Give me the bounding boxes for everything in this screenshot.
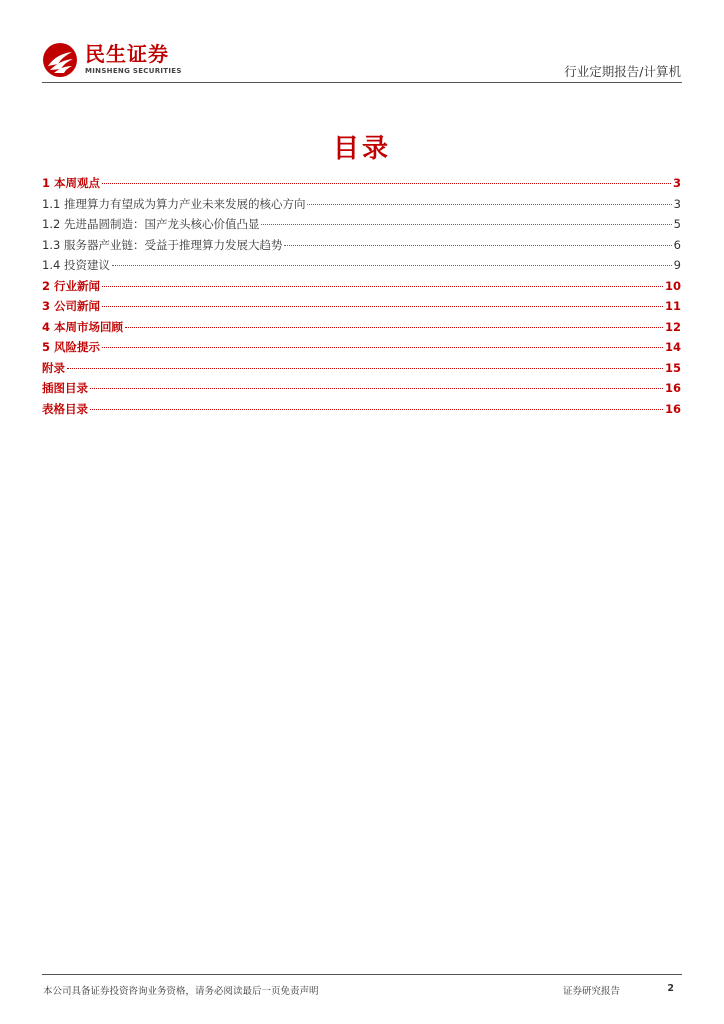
toc-leader-dots	[125, 327, 663, 328]
toc-entry-page: 11	[664, 299, 681, 313]
toc-entry-subsection[interactable]	[42, 257, 681, 278]
toc-leader-dots	[90, 388, 663, 389]
toc-entry-label: 2 行业新闻	[42, 278, 101, 293]
toc-leader-dots	[102, 306, 663, 307]
footer-page-number: 2	[667, 983, 674, 994]
logo-chinese-name: 民生证券	[85, 42, 169, 66]
footer-disclaimer: 本公司具备证券投资咨询业务资格，请务必阅读最后一页免责声明	[43, 986, 319, 997]
toc-leader-dots	[90, 409, 663, 410]
toc-entry-page: 16	[664, 381, 681, 395]
toc-entry-page: 6	[673, 237, 681, 252]
toc-entry-page: 12	[664, 319, 681, 334]
footer-divider	[42, 974, 682, 975]
toc-entry-subsection[interactable]	[42, 216, 681, 237]
toc-leader-dots	[284, 245, 671, 246]
company-logo	[42, 42, 182, 78]
toc-entry-page: 9	[673, 258, 681, 272]
toc-entry-section[interactable]	[42, 175, 681, 196]
toc-entry-page: 16	[664, 401, 681, 416]
toc-entry-page: 14	[664, 340, 681, 354]
toc-leader-dots	[102, 286, 663, 287]
page-header	[0, 0, 724, 86]
logo-english-name: MINSHENG SECURITIES	[85, 67, 182, 75]
toc-entry-label: 4 本周市场回顾	[42, 319, 124, 334]
toc-entry-label: 5 风险提示	[42, 340, 101, 354]
toc-entry-section[interactable]	[42, 401, 681, 422]
toc-entry-section[interactable]	[42, 298, 681, 319]
toc-entry-label: 插图目录	[42, 381, 88, 395]
minsheng-logo-mark-icon	[42, 42, 78, 78]
toc-entry-label: 1.1 推理算力有望成为算力产业未来发展的核心方向	[42, 196, 306, 211]
toc-leader-dots	[67, 368, 663, 369]
toc-entry-label: 1 本周观点	[42, 176, 101, 190]
table-of-contents	[42, 175, 681, 421]
footer-doc-type: 证券研究报告	[563, 986, 621, 997]
toc-entry-section[interactable]	[42, 380, 681, 401]
toc-entry-subsection[interactable]	[42, 237, 681, 258]
toc-entry-section[interactable]	[42, 278, 681, 299]
toc-entry-subsection[interactable]	[42, 196, 681, 217]
header-divider	[42, 82, 682, 83]
toc-entry-page: 3	[672, 176, 681, 190]
toc-entry-section[interactable]	[42, 360, 681, 381]
toc-entry-label: 表格目录	[42, 401, 88, 416]
toc-title: 目录	[332, 134, 391, 164]
toc-entry-label: 3 公司新闻	[42, 299, 101, 313]
toc-entry-label: 1.2 先进晶圆制造：国产龙头核心价值凸显	[42, 217, 260, 231]
toc-entry-page: 10	[664, 278, 681, 293]
toc-leader-dots	[112, 265, 672, 266]
toc-entry-page: 15	[664, 360, 681, 375]
report-type: 行业定期报告/计算机	[564, 64, 681, 79]
toc-leader-dots	[102, 347, 663, 348]
toc-entry-page: 5	[673, 217, 681, 231]
toc-entry-label: 1.4 投资建议	[42, 258, 110, 272]
toc-entry-section[interactable]	[42, 339, 681, 360]
toc-entry-section[interactable]	[42, 319, 681, 340]
toc-leader-dots	[307, 204, 671, 205]
toc-entry-label: 附录	[42, 360, 65, 375]
toc-leader-dots	[261, 224, 671, 225]
toc-entry-page: 3	[673, 196, 681, 211]
toc-leader-dots	[102, 183, 671, 184]
toc-entry-label: 1.3 服务器产业链：受益于推理算力发展大趋势	[42, 237, 283, 252]
